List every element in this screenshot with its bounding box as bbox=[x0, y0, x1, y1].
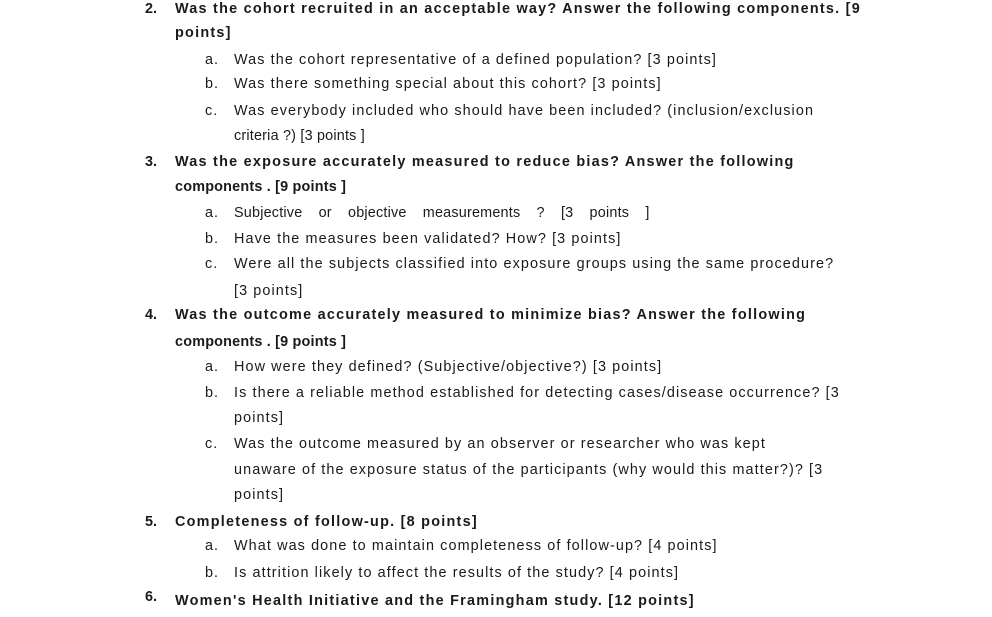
sub-letter: c. bbox=[205, 103, 219, 119]
sub-question-text: Is attrition likely to affect the results of the study? [4 points] bbox=[234, 565, 680, 581]
sub-question-text: Was there something special about this cohort? [3 points] bbox=[234, 76, 662, 92]
sub-question-text: [3 points] bbox=[234, 283, 304, 299]
sub-question-text: Was the cohort representative of a defined population? [3 points] bbox=[234, 52, 717, 68]
sub-letter: c. bbox=[205, 256, 219, 272]
sub-question-text: points] bbox=[234, 410, 285, 426]
question-text: Was the exposure accurately measured to reduce bias? Answer the following bbox=[175, 154, 795, 170]
sub-question-text: Was the outcome measured by an observer or researcher who was kept bbox=[234, 436, 766, 452]
sub-letter: a. bbox=[205, 538, 220, 554]
sub-question-text: unaware of the exposure status of the participants (why would this matter?)? [3 bbox=[234, 462, 824, 478]
question-text: components . [9 points ] bbox=[175, 179, 347, 195]
sub-question-text: Were all the subjects classified into exposure groups using the same procedure? bbox=[234, 256, 835, 272]
question-number: 2. bbox=[145, 1, 158, 17]
sub-question-text: criteria ?) [3 points ] bbox=[234, 128, 365, 144]
sub-letter: b. bbox=[205, 565, 220, 581]
sub-question-text: Have the measures been validated? How? [3 points] bbox=[234, 231, 622, 247]
sub-letter: b. bbox=[205, 231, 220, 247]
sub-question-text: How were they defined? (Subjective/objective?) [3 points] bbox=[234, 359, 663, 375]
question-text: points] bbox=[175, 25, 232, 41]
sub-question-text: Was everybody included who should have been included? (inclusion/exclusion bbox=[234, 103, 815, 119]
sub-question-text: What was done to maintain completeness of follow-up? [4 points] bbox=[234, 538, 718, 554]
sub-question-text: Is there a reliable method established for detecting cases/disease occurrence? [3 bbox=[234, 385, 840, 401]
sub-letter: a. bbox=[205, 52, 220, 68]
question-text: Was the outcome accurately measured to minimize bias? Answer the following bbox=[175, 307, 807, 323]
question-number: 5. bbox=[145, 514, 158, 530]
question-number: 6. bbox=[145, 589, 158, 605]
question-text: Was the cohort recruited in an acceptable way? Answer the following components. [9 bbox=[175, 1, 861, 17]
question-text: Completeness of follow-up. [8 points] bbox=[175, 514, 478, 530]
question-text: components . [9 points ] bbox=[175, 334, 347, 350]
sub-question-text: Subjective or objective measurements ? [3 points ] bbox=[234, 205, 650, 221]
question-number: 3. bbox=[145, 154, 158, 170]
sub-letter: a. bbox=[205, 205, 220, 221]
question-number: 4. bbox=[145, 307, 158, 323]
sub-letter: b. bbox=[205, 385, 220, 401]
sub-letter: a. bbox=[205, 359, 220, 375]
sub-question-text: points] bbox=[234, 487, 285, 503]
sub-letter: c. bbox=[205, 436, 219, 452]
question-text: Women's Health Initiative and the Framingham study. [12 points] bbox=[175, 593, 695, 609]
sub-letter: b. bbox=[205, 76, 220, 92]
